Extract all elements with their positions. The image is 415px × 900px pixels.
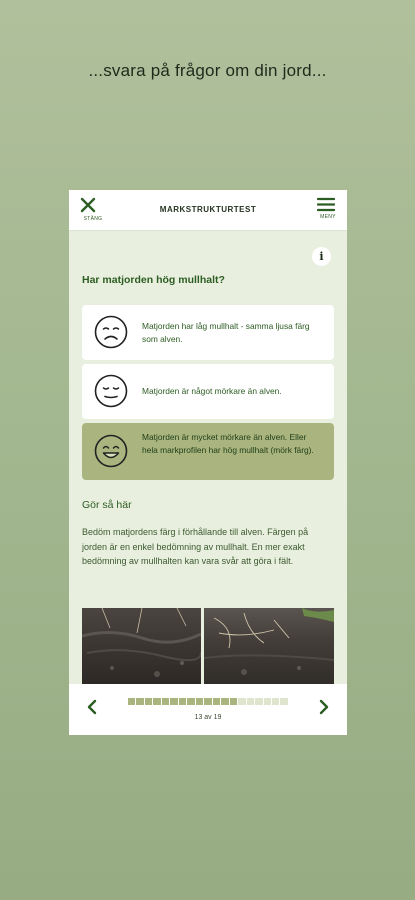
progress-segment xyxy=(264,698,271,705)
menu-icon xyxy=(317,197,335,212)
answer-option-text: Matjorden är något mörkare än alven. xyxy=(142,386,282,396)
progress-segment xyxy=(204,698,211,705)
progress-segment xyxy=(145,698,152,705)
progress-counter: 13 av 19 xyxy=(194,714,222,721)
progress-segment xyxy=(238,698,245,705)
answer-option-low[interactable] xyxy=(82,305,334,360)
progress-segment xyxy=(280,698,287,705)
close-icon xyxy=(79,196,97,214)
progress-segment xyxy=(221,698,228,705)
answer-option-high[interactable] xyxy=(82,423,334,480)
page-title: MARKSTRUKTURTEST xyxy=(159,205,257,214)
progress-segment xyxy=(247,698,254,705)
progress-segment xyxy=(136,698,143,705)
progress-segment xyxy=(153,698,160,705)
howto-text: Bedöm matjordens färg i förhållande till alven. Färgen på jorden är en enkel bedömning av mullhalt. En mer exakt bedömning av mullhalten kan vara svår att göra i fält. xyxy=(82,527,309,566)
progress-segment xyxy=(187,698,194,705)
question-title: Har matjorden hög mullhalt? xyxy=(82,274,225,286)
info-icon: i xyxy=(319,250,324,263)
soil-photo-left xyxy=(82,608,201,688)
bottom-nav xyxy=(69,684,347,735)
close-label: STÄNG xyxy=(83,216,103,222)
answer-option-medium[interactable] xyxy=(82,364,334,419)
progress-segment xyxy=(213,698,220,705)
top-bar xyxy=(69,190,347,231)
progress-segment xyxy=(162,698,169,705)
menu-label: MENY xyxy=(320,214,336,220)
soil-photos xyxy=(82,608,334,688)
phone-screen xyxy=(69,190,347,735)
soil-photo-right xyxy=(204,608,334,688)
progress-segment xyxy=(230,698,237,705)
happy-face-icon xyxy=(94,434,128,468)
tagline: ...svara på frågor om din jord... xyxy=(88,61,327,80)
progress-segment xyxy=(128,698,135,705)
info-button[interactable] xyxy=(312,247,331,266)
sad-face-icon xyxy=(94,315,128,349)
progress-segment xyxy=(255,698,262,705)
progress-segment xyxy=(196,698,203,705)
progress-segment xyxy=(179,698,186,705)
menu-button[interactable] xyxy=(317,197,339,227)
answer-option-text: Matjorden har låg mullhalt - samma ljusa färg som alven. xyxy=(142,321,310,344)
progress-segment xyxy=(272,698,279,705)
progress-segment xyxy=(170,698,177,705)
close-button[interactable] xyxy=(79,196,107,226)
answer-option-text: Matjorden är mycket mörkare än alven. Eller hela markprofilen har hög mullhalt (mörk färg). xyxy=(142,432,314,455)
neutral-face-icon xyxy=(94,374,128,408)
howto-title: Gör så här xyxy=(82,499,132,511)
progress-bar xyxy=(128,698,288,705)
